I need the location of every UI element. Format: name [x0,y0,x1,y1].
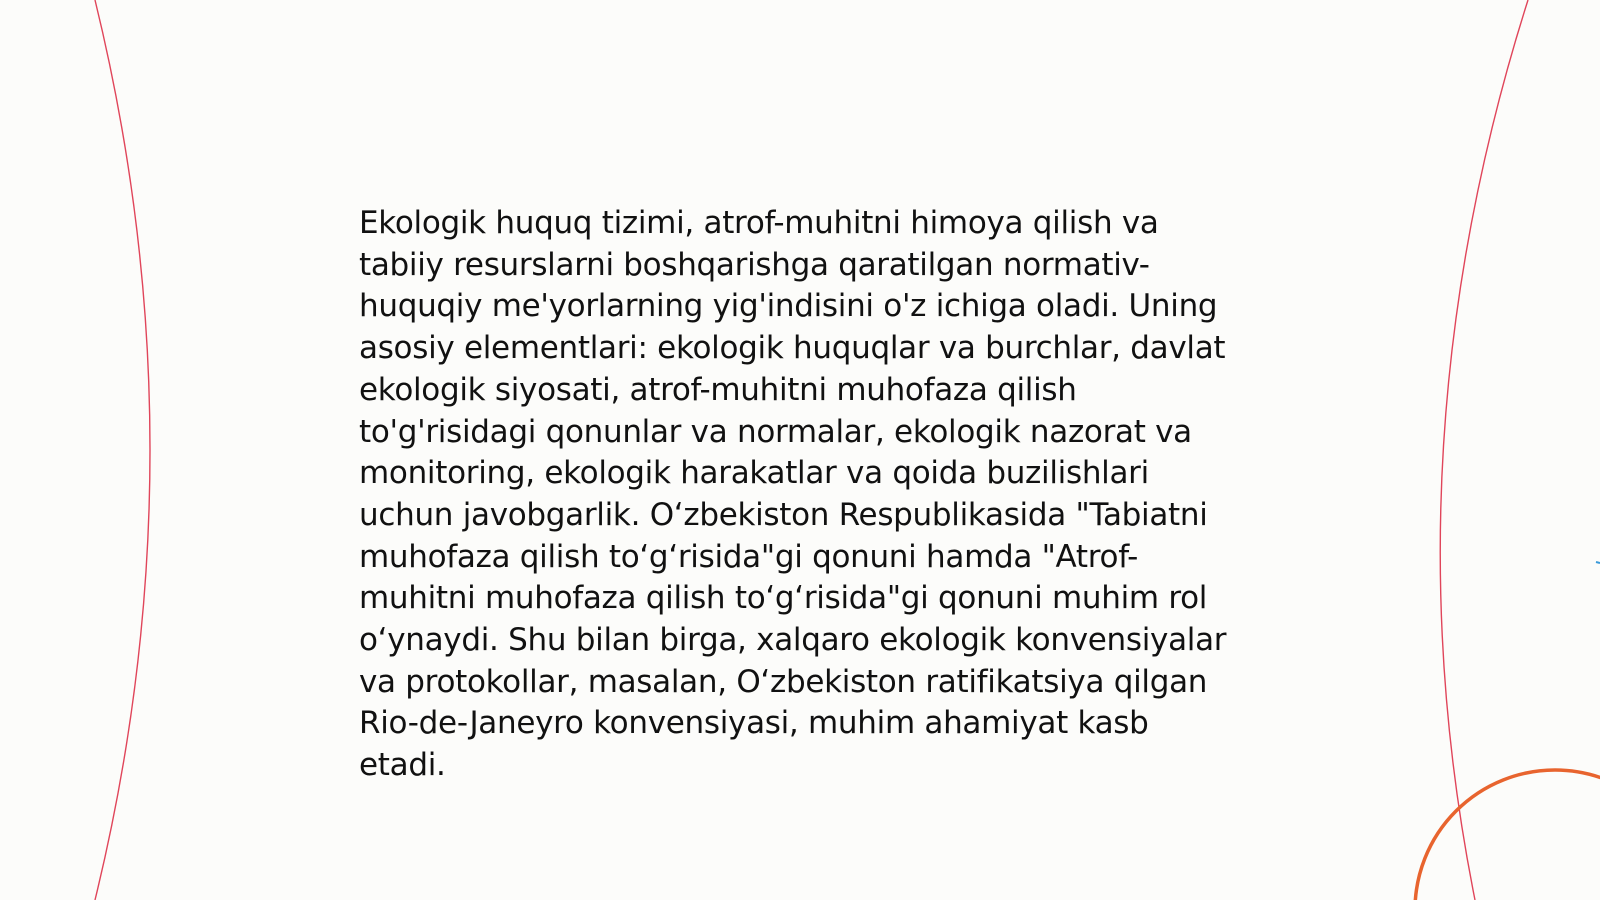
left-curve [95,0,150,900]
body-paragraph: Ekologik huquq tizimi, atrof-muhitni himoya qilish va tabiiy resurslarni boshqarishga qaratilgan normativ-huquqiy me'yorlarning yig'indisini o'z ichiga oladi. Uning asosiy elementlari: ekologik huquqlar va burchlar, davlat ekologik siyosati, atrof-muhitni muhofaza qilish to'g'risidagi qonunlar va normalar, ekologik nazorat va monitoring, ekologik harakatlar va qoida buzilishlari uchun javobgarlik. O‘zbekiston Respublikasida "Tabiatni muhofaza qilish to‘g‘risida"gi qonuni hamda "Atrof-muhitni muhofaza qilish to‘g‘risida"gi qonuni muhim rol o‘ynaydi. Shu bilan birga, xalqaro ekologik konvensiyalar va protokollar, masalan, O‘zbekiston ratifikatsiya qilgan Rio-de-Janeyro konvensiyasi, muhim ahamiyat kasb etadi. [359,205,1227,784]
blue-mark [1596,562,1600,563]
orange-arc [1415,770,1600,900]
right-curve [1440,0,1528,900]
